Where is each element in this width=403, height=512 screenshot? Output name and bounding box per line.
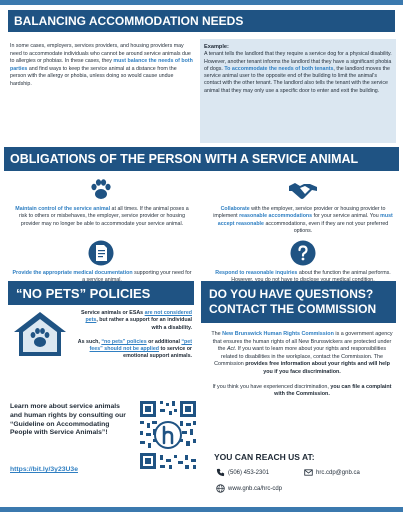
bottom-accent-bar <box>0 507 403 512</box>
obligations-heading: OBLIGATIONS OF THE PERSON WITH A SERVICE ANIMAL <box>4 147 399 171</box>
paw-icon <box>88 177 114 203</box>
balancing-intro-text: In some cases, employers, services providers, and housing providers may need to accommodate individuals who cannot be around service animals due to allergies or phobias. In these cases, they must balance the needs of both parties and find ways to keep the service animal at a distance from the person with the allergy or phobia, unless doing so would cause undue hardship. <box>10 43 193 87</box>
document-icon <box>88 240 114 266</box>
obligation-control-text: Maintain control of the service animal at all times. If the animal poses a risk to others or misbehaves, the employer, service provider or housing provider may no longer be able to accommodate your service animal. <box>15 206 189 227</box>
globe-icon <box>216 484 225 493</box>
reach-us-title: YOU CAN REACH US AT: <box>214 452 315 462</box>
phone-icon <box>216 468 225 477</box>
learn-more-text: Learn more about service animals and human rights by consulting our “Guideline on Accommodating People with Service Animals”! <box>10 403 126 437</box>
example-title: Example: <box>204 44 229 50</box>
website-contact[interactable]: www.gnb.ca/hrc-cdp <box>216 484 282 493</box>
obligation-collaborate-text: Collaborate with the employer, service provider or housing provider to implement reasonable accommodations for your service animal. You must accept reasonable accommodations, even if they are not your preferred options. <box>213 206 393 234</box>
no-pets-text: Service animals or ESAs are not considered pets, but rather a support for an individual with a disability. As such, “no pets” policies or additional “pet fees” should not be applied to service or emotional support animals. <box>77 310 192 360</box>
email-contact[interactable]: hrc.cdp@gnb.ca <box>304 468 360 477</box>
questions-heading: DO YOU HAVE QUESTIONS? CONTACT THE COMMISSION <box>201 281 396 323</box>
dog-house-icon <box>12 310 68 358</box>
balancing-heading: BALANCING ACCOMMODATION NEEDS <box>8 10 395 32</box>
example-text: A tenant tells the landlord that they require a service dog for a physical disability. However, another tenant informs the landlord that they have a significant phobia of dogs. To accommodate the needs of both tenants, the landlord moves the service animal user to the opposite end of the building to limit the animal's contact with the other tenant. The landlord also tells the tenant with the service animal that they may only use a specific door to enter and exit the building. <box>204 51 392 94</box>
handshake-icon <box>288 177 318 203</box>
phone-contact[interactable]: (506) 453-2301 <box>216 468 269 477</box>
top-accent-bar <box>0 0 403 5</box>
commission-text: The New Brunswick Human Rights Commission is a government agency that ensures the human rights of all New Brunswickers are protected under the Act. If you want to learn more about your rights and responsibilities related to disabilities in the workplace, contact the Commission. The Commission provides free information about your rights and will help you if you face discrimination. If you think you have experienced discrimination, you can file a complaint with the Commission. <box>211 331 393 398</box>
guideline-link[interactable]: https://bit.ly/3y23U3e <box>10 466 78 473</box>
example-box <box>200 39 396 143</box>
no-pets-heading: “NO PETS” POLICIES <box>8 281 194 305</box>
qr-code-icon <box>138 399 198 471</box>
obligation-documentation-text: Provide the appropriate medical documentation supporting your need for <box>12 270 192 276</box>
question-icon <box>290 240 316 266</box>
obligation-inquiries-text: Respond to reasonable inquiries about the function the animal performs. <box>215 270 391 276</box>
email-icon <box>304 468 313 477</box>
